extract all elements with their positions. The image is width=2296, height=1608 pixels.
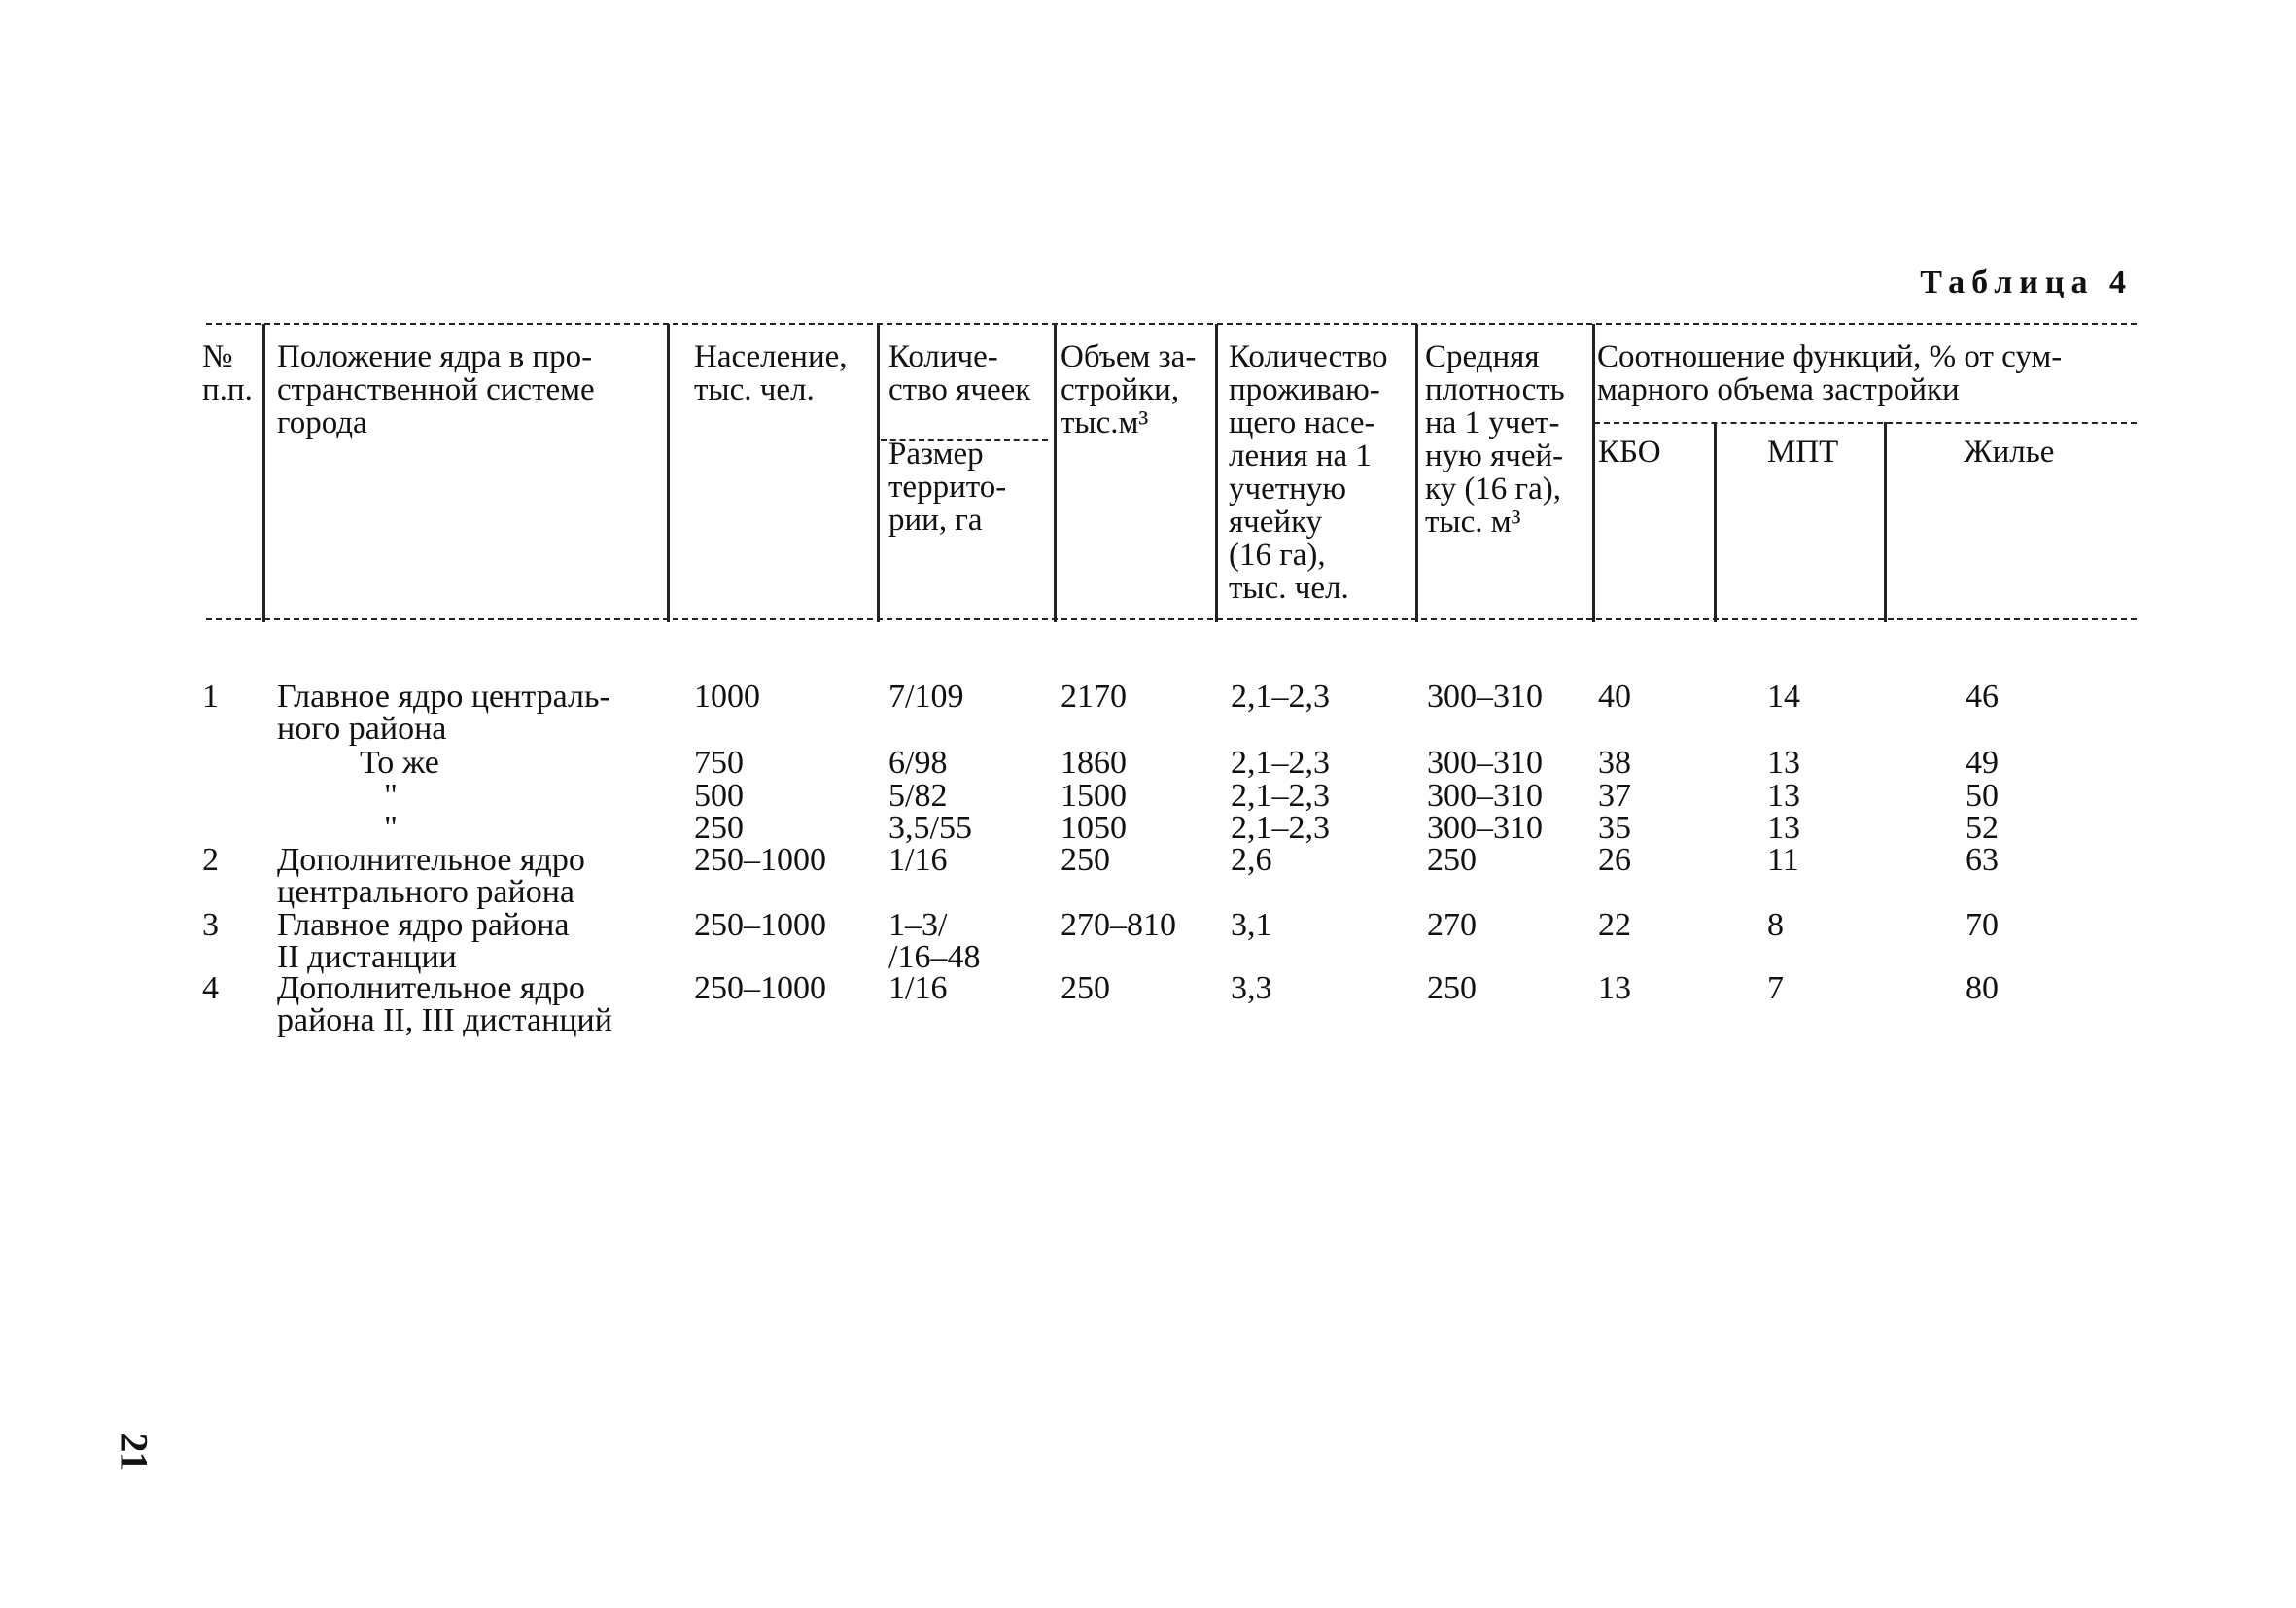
col-divider (262, 324, 265, 622)
cell-kbo: 37 (1598, 778, 1631, 814)
header-housing: Жилье (1964, 435, 2055, 470)
cell-num: 4 (202, 970, 219, 1006)
cell-cells: 1/16 (888, 842, 948, 878)
cell-mpt: 13 (1767, 778, 1800, 814)
cell-density: 300–310 (1427, 679, 1543, 715)
cell-density: 300–310 (1427, 778, 1543, 814)
cell-cells: 7/109 (888, 679, 964, 715)
cell-mpt: 8 (1767, 907, 1784, 943)
col-divider (667, 324, 670, 622)
cell-density: 300–310 (1427, 810, 1543, 846)
cell-num: 3 (202, 907, 219, 943)
col-divider (1714, 422, 1717, 622)
cell-volume: 1860 (1061, 745, 1127, 781)
cell-residents: 2,1–2,3 (1231, 810, 1330, 846)
cell-residents: 3,3 (1231, 970, 1272, 1006)
col-divider (1215, 324, 1218, 622)
cell-mpt: 14 (1767, 679, 1800, 715)
cell-residents: 2,1–2,3 (1231, 745, 1330, 781)
cell-housing: 49 (1966, 745, 1999, 781)
header-bottom-rule (206, 618, 2137, 620)
header-top-rule (206, 323, 2137, 325)
cell-housing: 80 (1966, 970, 1999, 1006)
cell-mpt: 13 (1767, 810, 1800, 846)
cell-mpt: 11 (1767, 842, 1799, 878)
cell-volume: 1050 (1061, 810, 1127, 846)
cell-volume: 1500 (1061, 778, 1127, 814)
col-divider (877, 324, 880, 622)
cell-position: Главное ядро района II дистанции (277, 907, 570, 975)
cell-housing: 63 (1966, 842, 1999, 878)
header-volume: Объем за- стройки, тыс.м³ (1061, 339, 1197, 440)
cell-density: 250 (1427, 842, 1477, 878)
col-divider (1884, 422, 1887, 622)
header-ratio: Соотношение функций, % от сум- марного объема застройки (1597, 339, 2063, 407)
cell-residents: 3,1 (1231, 907, 1272, 943)
header-residents: Количество проживаю- щего насе- ления на 1 учетную ячейку (16 га), тыс. чел. (1229, 339, 1388, 606)
cell-kbo: 26 (1598, 842, 1631, 878)
cell-volume: 2170 (1061, 679, 1127, 715)
cell-density: 250 (1427, 970, 1477, 1006)
cell-kbo: 35 (1598, 810, 1631, 846)
cell-volume: 270–810 (1061, 907, 1176, 943)
cell-residents: 2,6 (1231, 842, 1272, 878)
cell-density: 270 (1427, 907, 1477, 943)
cell-mpt: 7 (1767, 970, 1784, 1006)
cell-kbo: 22 (1598, 907, 1631, 943)
cell-mpt: 13 (1767, 745, 1800, 781)
cell-kbo: 13 (1598, 970, 1631, 1006)
cell-kbo: 40 (1598, 679, 1631, 715)
header-position: Положение ядра в про- странственной системе города (277, 339, 595, 440)
cell-housing: 50 (1966, 778, 1999, 814)
header-mpt: МПТ (1767, 435, 1839, 470)
cell-housing: 52 (1966, 810, 1999, 846)
cell-housing: 46 (1966, 679, 1999, 715)
table-title: Таблица 4 (1920, 264, 2133, 300)
cell-volume: 250 (1061, 842, 1110, 878)
cell-residents: 2,1–2,3 (1231, 679, 1330, 715)
cell-population: 750 (694, 745, 744, 781)
cell-position: То же (360, 745, 439, 781)
header-territory: Размер террито- рии, га (888, 437, 1007, 538)
cell-population: 250–1000 (694, 842, 826, 878)
cell-cells: 1/16 (888, 970, 948, 1006)
cell-population: 1000 (694, 679, 760, 715)
cell-kbo: 38 (1598, 745, 1631, 781)
cell-num: 2 (202, 842, 219, 878)
cell-position: Главное ядро централь- ного района (277, 679, 610, 747)
cell-cells: 3,5/55 (888, 810, 972, 846)
cell-position: Дополнительное ядро района II, III дистанций (277, 970, 612, 1038)
cell-residents: 2,1–2,3 (1231, 778, 1330, 814)
cell-population: 250–1000 (694, 970, 826, 1006)
cell-population: 500 (694, 778, 744, 814)
page-number: 21 (112, 1432, 157, 1472)
cell-num: 1 (202, 679, 219, 715)
col-divider (1592, 324, 1595, 622)
cell-population: 250 (694, 810, 744, 846)
header-population: Население, тыс. чел. (694, 339, 848, 407)
header-cells-count: Количе- ство ячеек (888, 339, 1031, 407)
cell-population: 250–1000 (694, 907, 826, 943)
cell-cells: 6/98 (888, 745, 948, 781)
col-divider (1415, 324, 1418, 622)
cell-volume: 250 (1061, 970, 1110, 1006)
cell-density: 300–310 (1427, 745, 1543, 781)
cell-position: " (384, 810, 398, 846)
header-num: № п.п. (202, 339, 253, 407)
header-kbo: КБО (1598, 435, 1661, 470)
cell-position: Дополнительное ядро центрального района (277, 842, 585, 910)
cell-cells: 1–3/ /16–48 (888, 907, 981, 975)
header-density: Средняя плотность на 1 учет- ную ячей- ку (16 га), тыс. м³ (1425, 339, 1565, 540)
cell-cells: 5/82 (888, 778, 948, 814)
cell-housing: 70 (1966, 907, 1999, 943)
col-divider (1054, 324, 1057, 622)
cell-position: " (384, 778, 398, 814)
ratio-sub-rule (1594, 422, 2137, 424)
